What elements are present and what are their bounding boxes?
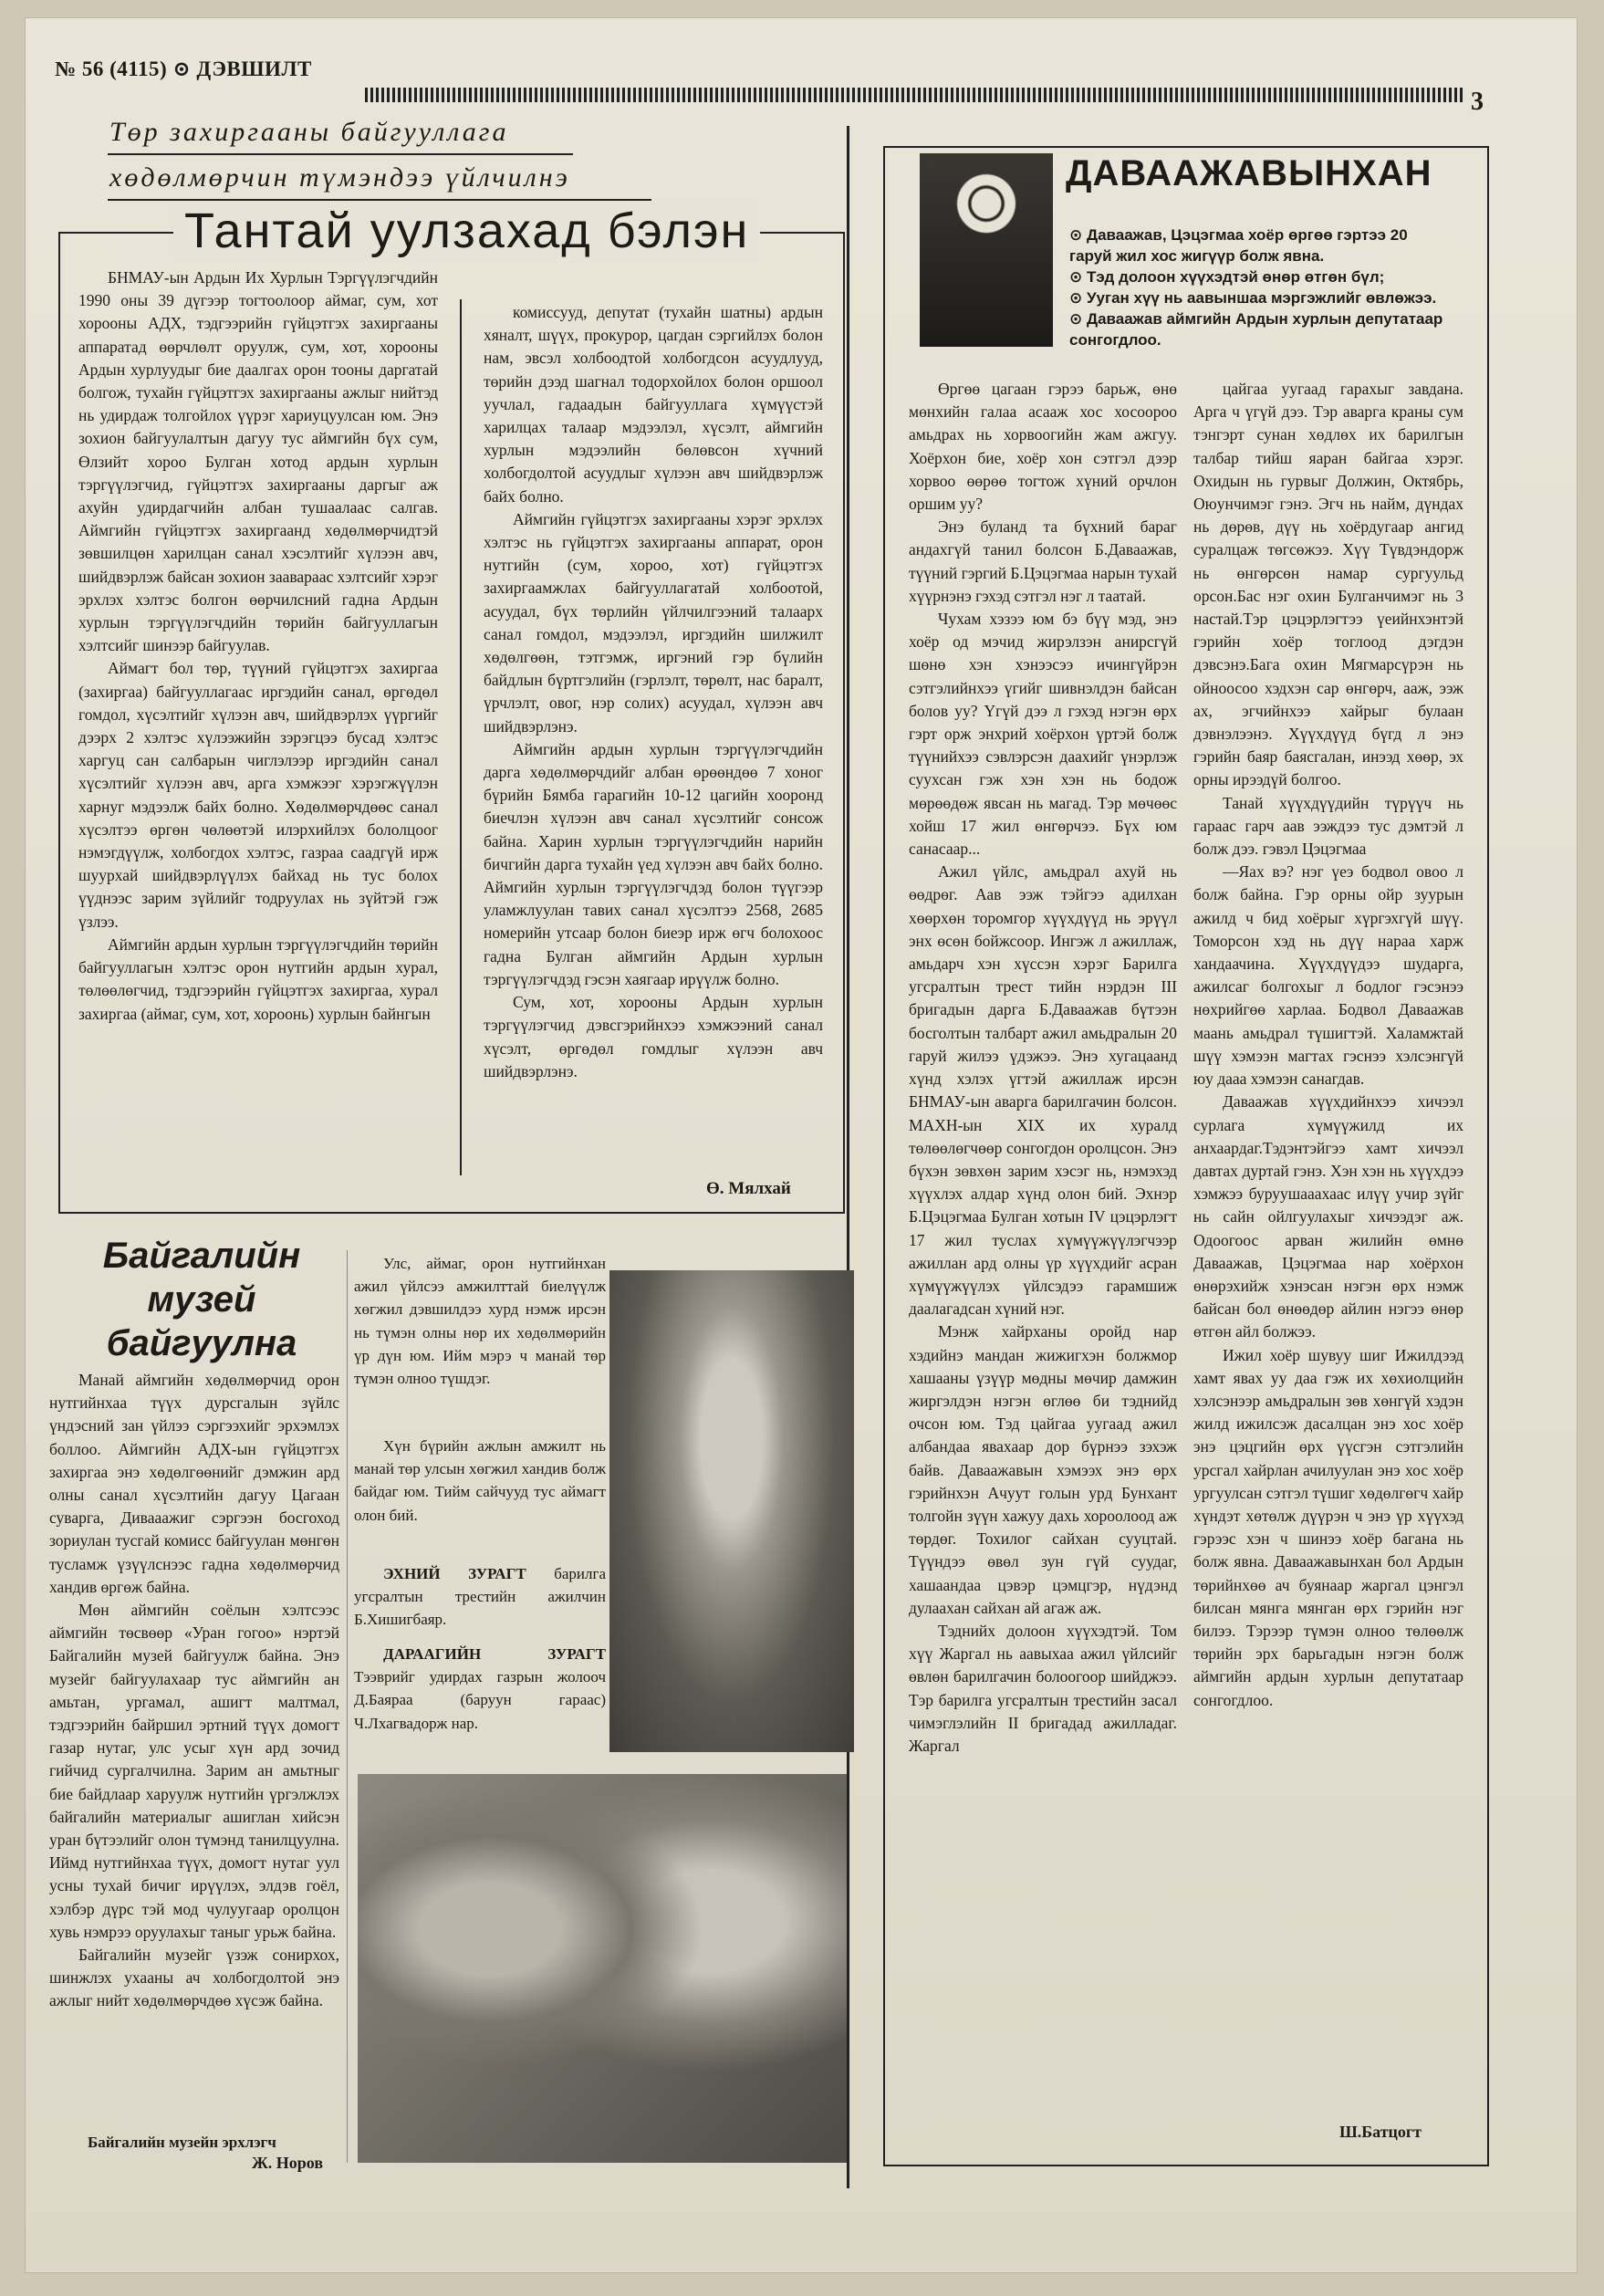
article1-column-rule [460, 299, 462, 1175]
museum-title-line: байгуулна [106, 1323, 297, 1363]
article3-paragraph: Тэднийх долоон хүүхэдтэй. Том хүү Жаргал нь аавыхаа ажил үйлсийг өвлөн барилгачин болоогоор шийджээ. Тэр барилга угсралтын трестийн засал чимэглэлийн II бригадад ажилладаг. Жаргал [909, 1621, 1177, 1755]
article3-column-2 [1193, 378, 1463, 2121]
article3-paragraph: цайгаа уугаад гарахыг завдана. Арга ч үгүй дээ. Тэр аварга краны сум тэнгэрт сунан хөдлөх их барилгын талбар тийш яаран байгаа хэрэг. Охидын нь гурвыг Должин, Октябрь, Оюунчимэг гэнэ. Эгч нь найм, дүндах нь дөрөв, дүү нь хоёрдугаар ангид суралцаж төгсөжээ. Хүү Түвдэндорж нь өнгөрсөн намар сургуульд орсон.Бас нэг охин Булганчимэг нь 3 настай.Тэр цэцэрлэгтээ үеийнхэнтэй гэрийн хоёр тоглоод дэгдэн дэвсэнэ.Бага охин Мягмарсүрэн нь ойноосоо хэдхэн сар өнгөрч, ааж, ээж ах, эгчийнхээ хайрыг булаан дэвнэлээнэ. Хүүхдүүд бүгд л энэ гэрийн баяр баясгалан, инээд хөөр, эх орны ирээдүй болгоо. [1193, 380, 1463, 789]
article1-paragraph: комиссууд, депутат (тухайн шатны) ардын хяналт, шүүх, прокурор, цагдан сэргийлэх болон нам, эвсэл холбоодтой холбогдсон асуудлууд, төрийн дээд шагнал тодорхойлох болон оршоол уучлал, гадаадын байгууллага хүмүүстэй харилцах талаар мэдээлэл, хүсэлт, аймгийн хурлын мэдээлийн бөлөвсон хүчний холбогдолтой асуудлыг хүлээн авч шийдвэрлэж байх болно. [484, 303, 823, 506]
caption-head: ДАРААГИЙН ЗУРАГТ [383, 1645, 606, 1663]
photo-worker-portrait [609, 1270, 854, 1752]
bullet-item: ⊙ Ууган хүү нь аавыншаа мэргэжлийг өвлөжээ. [1069, 289, 1437, 307]
article1-paragraph: Аймагт бол төр, түүний гүйцэтгэх захиргаа (захиргаа) байгууллагаас иргэдийн санал, өргөдөл гомдол, хүсэлтийг хүлээн авч, шийдвэрлэх үүргийг дээрх 2 хэлтэс хүлээжийн зэрэгцээ бусад хэлтэс харгуц сан салбарын чиглэлээр иргэдийн санал хүсэлтийг хүлээн авч, арга хэмжээг хэрэгжүүлэн харнуг мэдээлж байх болно. Хөдөлмөрчдөөс санал хүсэлтээ өргөн чөлөөтэй илэрхийлэх бололцоог нэмэгдүүлж, холбогдох хэлтэс, газраа саадгүй ирж шуурхай шийдвэрлүүлэх байхад нь тус болох үүднээс зарим зүйлийг тодруулах нь зүйтэй гэж үзлээ. [78, 659, 438, 931]
photo-drivers [358, 1774, 847, 2163]
article3-paragraph: Ажил үйлс, амьдрал ахуй нь өөдрөг. Аав ээж тэйгээ адилхан хөөрхөн торомгор хүүхдүүд нь эрүүл энх өсөн бойжсоор. Ингэж л ажиллаж, амьдарч хэн хүссэн хэрэг Барилга угсралтын трест тийн нэрдэн III бригадын дарга Б.Даваажав бүтээн босголтын талбарт ажил амьдралын 20 гаруй жилээ үдэжээ. Энэ хугацаанд хүнд хэлэх үгтэй ажиллаж ирсэн БНМАУ-ын аварга барилгачин болсон. МАХН-ын XIX их хуралд төлөөлөгчөөр сонгогдон оролцсон. Энэ бүхэн зөвхөн зарим хэсэг нь, нэмэхэд хүүхлэх алдар хүнд олон бий. Эхнэр Б.Цэцэгмаа Булган хотын IV цэцэрлэгт 17 жил туслах хүмүүжүүлэгчээр ажиллан ард олны үр хүүхдийг асран хүмүүжүүлэх үйлсэдээ гарамшиж даалагадсан хүний нэг. [909, 862, 1177, 1319]
photo-block-paragraph: Хүн бүрийн ажлын амжилт нь манай төр улсын хөгжил хандив болж байдаг юм. Тийм сайчууд тус аймагт олон бий. [354, 1437, 606, 1524]
article1-signature: Ө. Мялхай [706, 1179, 791, 1198]
photo-caption-2 [354, 1643, 606, 1743]
article-title-tantai: Тантай уулзахад бэлэн [173, 203, 760, 259]
article3-paragraph: Өргөө цагаан гэрээ барьж, өнө мөнхийн галаа асааж хос хосоороо амьдрах нь хорвоогийн жам ажгуу. Хоёрхон бие, хоёр хон сэтгэл дээр хорвоо өөрөө тогтож хүний орчлон оршим уу? [909, 380, 1177, 514]
article3-paragraph: Энэ буланд та бүхний бараг андахгүй танил болсон Б.Даваажав, түүний гэргий Б.Цэцэгмаа нарын тухай хүүрнэнэ гэхэд сэтгэл нэг л таатай. [909, 517, 1177, 605]
article1-paragraph: Сум, хот, хорооны Ардын хурлын тэргүүлэгчид дэвсгэрийнхээ хэмжээний санал хүсэлт, өргөдөл гомдлыг хүлээн авч шийдвэрлэнэ. [484, 993, 823, 1080]
article2-divider [347, 1250, 349, 2163]
article3-signature: Ш.Батцогт [1339, 2123, 1422, 2141]
article1-column-1 [78, 266, 438, 1170]
article1-paragraph: Аймгийн гүйцэтгэх захиргааны хэрэг эрхлэх хэлтэс нь гүйцэтгэх захиргааны аппарат, орон нутгийн (сум, хороо, хот) гүйцэтгэх захиргаамжлах байгууллагатай холбоотой, асуудал, бүх төрлийн үйлчилгээний талаарх санал гомдол, мэдээлэл, иргэдийн шилжилт хөдөлгөөн, тэтгэмж, иргэний гэр бүлийн байдлын бүртгэлийн (гэрлэлт, төрөлт, нас баралт, үрчлэлт, овог, нэр солих) асуудал, хүлээн авч шийдвэрлэнэ. [484, 509, 823, 736]
page-number: 3 [1471, 88, 1484, 116]
ornament-portrait-image [920, 153, 1053, 347]
issue-masthead: № 56 (4115) ⊙ ДЭВШИЛТ [55, 57, 312, 80]
article3-bullets [1069, 224, 1453, 350]
article1-paragraph: Аймгийн ардын хурлын тэргүүлэгчдийн төрийн байгууллагын хэлтэс орон нутгийн ардын хурал, төлөөлөгчид, тэдгээрийн гүйцэтгэх захиргаа, хурал захиргаа (аймаг, сум, хот, хороонь) хурлын байнгын [78, 934, 438, 1023]
rubric-underline-2 [108, 199, 651, 201]
photo-block-paragraph: Улс, аймаг, орон нутгийнхан ажил үйлсээ амжилттай биелүүлж хөгжил дэвшилдээ хурд нэмж ирсэн нь түмэн олны нөр их хөдөлмөрийн үр дүн юм. Ийм мэрэ ч манай төр түмэн олноо түшдэг. [354, 1255, 606, 1388]
article1-column-2 [484, 301, 823, 1159]
article3-paragraph: Даваажав хүүхдийнхээ хичээл сурлага хүмүүжилд их анхаардаг.Тэдэнтэйгээ хамт хичээл давтах дуртай гэнэ. Хэн хэн нь хүүхдээ хэмжээ буруушааахаас илүү учир зүйг нь сайн ойлгуулахыг хичээдэг аж. Одоогоос арван жилийн өмнө Даваажав, Цэцэгмаа нар хоёрхон өнөрэхийж хэнэсан нэгэн өрх нэмж байсан бол өнөөдөр айлин нэгээ өнөр өтгөн айл болжээ. [1193, 1092, 1463, 1341]
bullet-item: ⊙ Даваажав, Цэцэгмаа хоёр өргөө гэртээ 20 гаруй жил хос жигүүр болж явна. [1069, 226, 1408, 265]
bullet-item: ⊙ Даваажав аймгийн Ардын хурлын депутатаар сонгогдлоо. [1069, 310, 1443, 349]
article2-paragraph: Мөн аймгийн соёлын хэлтсээс аймгийн төсвөөр «Уран гогоо» нэртэй Байгалийн музей байгуулж байна. Энэ музейг байгуулахаар тус аймгийн ан амьтан, ургамал, ашигт малтмал, тэдгээрийн байршил эртний түүх домогт газар нутаг, улс усыг хүн ард зочид гийчид сургалчилна. Зарим ан амьтныг бие байдлаар харуулж нутгийн үргэлжлэх байгалийн материалыг ашиглан хийсэн уран бүтээлийг олон түмэнд танилцуулна. Иймд нутгийнхаа түүх, домогт нутаг уул усны тухай бичиг ирүүлэх, элдэв гоёл, хэлбэр дүрс тэй мод чулуугаар оролцон хувь нэмрээ оруулахыг таныг урьж байна. [49, 1601, 339, 1941]
article3-column-1 [909, 378, 1177, 2139]
rubric-line-2: хөдөлмөрчин түмэндээ үйлчилнэ [109, 162, 570, 193]
museum-title-line: Байгалийн [102, 1236, 301, 1276]
article3-paragraph: Чухам хэзээ юм бэ бүү мэд, энэ хоёр од мэчид жирэлзэн анирсгүй шөнө хэн хэнээсээ ичингүйрэн сэтгэлийнхээ үгийг шивнэлдэн байсан болов уу? Үгүй дээ л гэхэд нэгэн өрх гэрт орж энхрий хоёрхон үртэй болж түүнийхээ сэвлэрсэн даахийг үнэрлэж суухсан гэж хэн хэн нь бодож мөрөөдөж явсан нь магад. Тэр мөчөөс хойш 17 жил өнгөрчээ. Бүх юм санасаар... [909, 610, 1177, 859]
rubric-underline-1 [108, 153, 573, 155]
rubric-line-1: Төр захиргааны байгууллага [109, 117, 509, 147]
article-title-museum [78, 1234, 325, 1365]
column-divider [847, 126, 849, 2188]
photo-block-text-2 [354, 1435, 606, 1544]
caption-text: Тээврийг удирдах газрын жолооч Д.Баяраа (баруун гараас) Ч.Лхагвадорж нар. [354, 1668, 606, 1732]
caption-text: барилга угсралтын трестийн ажилчин Б.Хишигбаяр. [354, 1565, 606, 1629]
masthead-rule [365, 88, 1464, 102]
museum-title-line: музей [147, 1279, 256, 1320]
article3-paragraph: —Яах вэ? нэг үеэ бодвол овоо л болж байна. Гэр орны ойр зуурын ажилд ч бид хоёрыг хүргэхгүй шүү. Томорсон хэд нь дүү нараа харж хандаачина. Хүүхдүүдээ шударга, ажилсаг болгохыг л бодлог гэсэнээ нөхрийгөө харлаа. Бодвол Даваажав маань амьдрал түшигтэй. Халамжтай шүү хэмээн магтах гэснээ хэлсэнгүй юу дааа хэмээн санагдав. [1193, 862, 1463, 1089]
article2-body [49, 1369, 339, 2126]
caption-head: ЭХНИЙ ЗУРАГТ [383, 1565, 526, 1582]
article2-paragraph: Байгалийн музейг үзэж сонирхох, шинжлэх ухааны ач холбогдолтой энэ ажлыг нийт хөдөлмөрчдөө хүсэж байна. [49, 1946, 339, 2010]
article-title-davaajav: ДАВААЖАВЫНХАН [1066, 153, 1432, 193]
article2-signature-name: Ж. Норов [252, 2154, 324, 2172]
article2-paragraph: Манай аймгийн хөдөлмөрчид орон нутгийнхаа түүх дурсгалын зүйлс үндэсний зан үйлээ сэргээхийг эрхэмлэх боллоо. Аймгийн АДХ-ын гүйцэтгэх захиргаа энэ хөдөлгөөнийг дэмжин ард олны санал хүсэлтийн дагуу Цагаан суварга, Дивааажиг сэргээн босгоход зориулан тусгай комисс байгуулан мөнгөн тусламж үзүүлснээс гадна хөдөлмөрчид хандив өргөж байна. [49, 1371, 339, 1596]
article1-paragraph: БНМАУ-ын Ардын Их Хурлын Тэргүүлэгчдийн 1990 оны 39 дүгээр тогтоолоор аймаг, сум, хот хорооны АДХ, тэдгээрийн гүйцэтгэх захиргааны аппаратад өөрчлөлт оруулж, сум, хот, хорооны Ардын хурлуудыг бие даалгах орон тооны даргатай болгож, тухайн гүйцэтгэх захиргааны ажлыг нийтэд нь удирдаж толгойлох үүрэг хариуцуулсан юм. Энэ зохион байгуулалтын дагуу тус аймгийн бүх сум, Өлзийт хороо Булган хотод ардын хурлын тэргүүлэгчид, гүйцэтгэх захиргааны даргыг аж ахуйн удирдагчийн албан тушаалаас салгав. Аймгийн гүйцэтгэх захиргаанд хөдөлмөрчидтэй зөвшилцөн харилцан санал хэсэлтийг хүлээн авч, шийдвэрлэж байсан зохион заавараас хэлтсийг хэрэг эрхлэх хэлтэс болгон өөрчилсний гадна Ардын хурлын тэргүүлэгчдийн төрийн байгууллагын хэлтсийг шинээр байгуулав. [78, 268, 438, 655]
bullet-item: ⊙ Тэд долоон хүүхэдтэй өнөр өтгөн бүл; [1069, 268, 1385, 286]
article3-paragraph: Мэнж хайрханы оройд нар хэдийнэ мандан жижигхэн болжмор хашааны үзүүр мөдны мөчир дамжин жиргэлдэн нэгэн өглөө би тэднийд очсон юм. Тэд цайгаа уугаад ажил албандаа явахаар дор бүрнээ зэхэж байв. Даваажавын хэмээх энэ өрх гэрийнхэн Ачуут голын урд Бунхант толгойн зүүн хажуу дахь хороолоод аж төрдөг. Тохилог сайхан сууцтай. Түүндээ өвөл зун гүй суудаг, хашаандаа цэвэр цэмцгэр, нүдэнд дулаахан сайхан ай агаж аж. [909, 1322, 1177, 1617]
article1-paragraph: Аймгийн ардын хурлын тэргүүлэгчдийн дарга хөдөлмөрчдийг албан өрөөндөө 7 хоног бүрийн Бямба гарагийн 10-12 цагийн хооронд биечлэн хүлээн авч санал хүсэлтийг сонсож байна. Харин хурлын тэргүүлэгчдийн нарийн бичгийн дарга тухайн үед хүлээн авч байх болно. Аймгийн хурлын тэргүүлэгчдэд болон түүгээр уламжлуулан тавих санал хүсэлтээ 2568, 2685 номерийн утсаар болон биеэр ирж өгч болохоос гадна Булган аймгийн Ардын хурлын тэргүүлэгчдэд гэсэн хаягаар ирүүлж болно. [484, 739, 823, 988]
article3-paragraph: Ижил хоёр шувуу шиг Ижилдээд хамт явах уу даа гэж их хөхиолцийн хэлсэнээр амьдралын зөв хөнгүй хэдэн жилд ижилсэж дасалцан энэ хос хоёр энэ цэцгийн өрх үүсгэн сэтгэлийн урсгал хайрлан ачилуулан энэ хос хоёр ургуулсан сэтгэл түшиг хөдөлгөгч хайр хүндэт хөтөлж дүүрэн ч энэ үр хүүхэд гэрээс хэн ч шинээ хоёр багана нь болж явна. Даваажавынхан бол Ардын төрийнхөө ач буянаар жаргал цэнгэл билсан мянга мянган өрх гэрийн нэг билээ. Тэрээр түмэн олноо төлөөлж төрийн эрх барьгадын нэгэн болж аймгийн ардын хурлын депутатаар сонгогдлоо. [1193, 1345, 1463, 1709]
article2-signature-role: Байгалийн музейн эрхлэгч [88, 2134, 276, 2151]
article3-paragraph: Танай хүүхдүүдийн түрүүч нь гараас гарч аав ээждээ тус дэмтэй л болж дээ. гэвэл Цэцэгмаа [1193, 793, 1463, 859]
photo-caption-1 [354, 1562, 606, 1635]
